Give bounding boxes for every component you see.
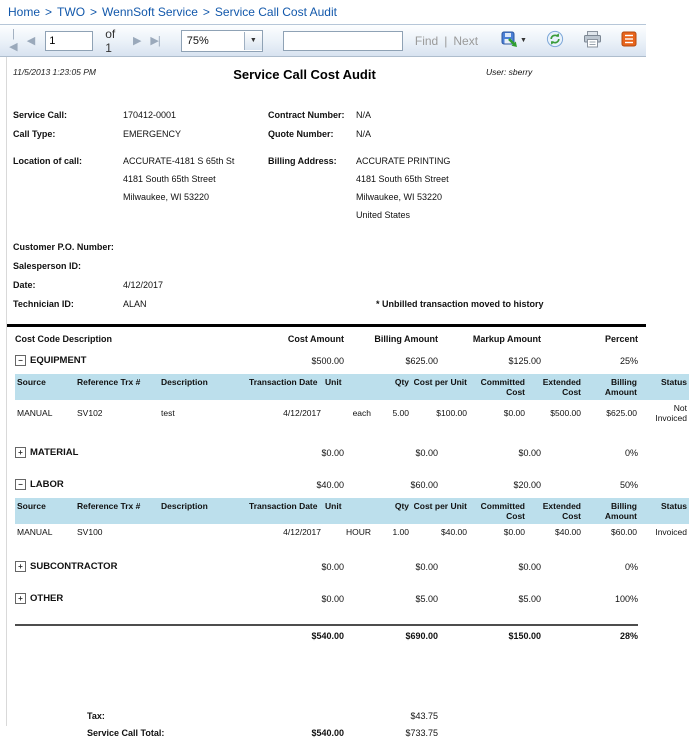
call-info-section bbox=[7, 82, 646, 314]
report-toolbar bbox=[0, 25, 646, 57]
printer-icon bbox=[583, 31, 602, 51]
page-number-input[interactable] bbox=[45, 31, 93, 51]
group-markup-amount: $20.00 bbox=[513, 479, 541, 490]
first-page-icon: |◀ bbox=[9, 28, 17, 53]
zoom-value: 75% bbox=[186, 34, 209, 47]
report-page bbox=[6, 57, 687, 738]
group-cost-amount: $0.00 bbox=[321, 447, 344, 458]
collapse-icon[interactable]: − bbox=[15, 355, 26, 366]
breadcrumb-separator: > bbox=[45, 5, 53, 19]
data-feed-icon bbox=[621, 31, 637, 50]
contract-number-value: N/A bbox=[356, 110, 372, 120]
zoom-select[interactable] bbox=[181, 30, 263, 52]
find-next-controls bbox=[415, 34, 478, 48]
group-cost-amount: $0.00 bbox=[321, 593, 344, 604]
group-percent: 50% bbox=[619, 479, 638, 490]
table-row: MANUAL SV102 test 4/12/2017 each 5.00 $100.00 $0.00 $500.00 $625.00 Not Invoiced bbox=[17, 403, 687, 423]
first-page-button[interactable] bbox=[6, 26, 20, 55]
quote-number-value: N/A bbox=[356, 129, 372, 139]
group-row-material bbox=[15, 442, 638, 464]
expand-icon[interactable]: + bbox=[15, 447, 26, 458]
refresh-icon bbox=[546, 30, 564, 51]
summary-header-row bbox=[15, 327, 638, 350]
service-call-total-billing: $733.75 bbox=[405, 728, 438, 738]
billing-address-label: Billing Address: bbox=[268, 156, 337, 166]
last-page-icon: ▶| bbox=[150, 35, 160, 47]
group-cost-amount: $40.00 bbox=[316, 479, 344, 490]
total-markup-amount: $150.00 bbox=[508, 631, 541, 641]
previous-page-button[interactable] bbox=[24, 32, 37, 49]
chevron-down-icon: ▼ bbox=[520, 37, 527, 44]
report-title: Service Call Cost Audit bbox=[233, 67, 376, 82]
detail-header-row: Source Reference Trx # Description Transaction Date Unit Qty Cost per Unit Committed Cost Extended Cost Billing Amount Status bbox=[15, 498, 689, 524]
cost-breakdown-table bbox=[7, 324, 687, 646]
col-markup-amount: Markup Amount bbox=[472, 334, 541, 344]
location-value: ACCURATE-4181 S 65th St 4181 South 65th Street Milwaukee, WI 53220 bbox=[123, 156, 235, 202]
export-save-icon bbox=[501, 31, 518, 51]
group-name: SUBCONTRACTOR bbox=[30, 561, 118, 572]
group-name: MATERIAL bbox=[30, 447, 79, 458]
service-call-value: 170412-0001 bbox=[123, 110, 177, 120]
breadcrumb-separator: > bbox=[202, 5, 210, 19]
group-name: OTHER bbox=[30, 593, 64, 604]
expand-icon[interactable]: + bbox=[15, 593, 26, 604]
date-value: 4/12/2017 bbox=[123, 280, 164, 290]
technician-id-value: ALAN bbox=[123, 299, 147, 309]
export-data-feed-button[interactable] bbox=[618, 29, 640, 52]
unbilled-note: * Unbilled transaction moved to history bbox=[376, 299, 544, 309]
service-call-total-cost: $540.00 bbox=[311, 728, 344, 738]
call-type-value: EMERGENCY bbox=[123, 129, 182, 139]
salesperson-id-label: Salesperson ID: bbox=[13, 261, 82, 271]
group-billing-amount: $625.00 bbox=[405, 355, 438, 366]
total-billing-amount: $690.00 bbox=[405, 631, 438, 641]
totals-row bbox=[15, 626, 638, 646]
call-type-label: Call Type: bbox=[13, 129, 56, 139]
group-markup-amount: $5.00 bbox=[518, 593, 541, 604]
tax-label: Tax: bbox=[87, 711, 105, 721]
refresh-button[interactable] bbox=[543, 28, 567, 53]
breadcrumb bbox=[0, 0, 646, 25]
date-label: Date: bbox=[13, 280, 36, 290]
breadcrumb-link-two[interactable]: TWO bbox=[57, 5, 86, 19]
group-cost-amount: $0.00 bbox=[321, 561, 344, 572]
find-next-separator: | bbox=[444, 33, 448, 48]
billing-address-value: ACCURATE PRINTING 4181 South 65th Street Milwaukee, WI 53220 United States bbox=[356, 156, 451, 220]
group-row-subcontractor bbox=[15, 556, 638, 578]
chevron-down-icon: ▼ bbox=[244, 32, 262, 50]
export-button[interactable] bbox=[498, 29, 530, 53]
group-percent: 0% bbox=[624, 561, 638, 572]
group-row-labor bbox=[15, 474, 638, 496]
group-billing-amount: $60.00 bbox=[410, 479, 438, 490]
page-count-label: of 1 bbox=[105, 26, 116, 55]
service-call-total-label: Service Call Total: bbox=[87, 728, 165, 738]
col-cost-amount: Cost Amount bbox=[287, 334, 344, 344]
detail-header-row: Source Reference Trx # Description Transaction Date Unit Qty Cost per Unit Committed Cost Extended Cost Billing Amount Status bbox=[15, 374, 689, 400]
table-row: MANUAL SV100 4/12/2017 HOUR 1.00 $40.00 $0.00 $40.00 $60.00 Invoiced bbox=[17, 527, 687, 537]
group-markup-amount: $125.00 bbox=[508, 355, 541, 366]
group-billing-amount: $0.00 bbox=[415, 447, 438, 458]
toolbar-icon-group bbox=[498, 28, 640, 53]
group-name: LABOR bbox=[30, 479, 64, 490]
next-page-icon: ▶ bbox=[132, 35, 141, 47]
previous-page-icon: ◀ bbox=[26, 35, 35, 47]
group-cost-amount: $500.00 bbox=[311, 355, 344, 366]
col-billing-amount: Billing Amount bbox=[374, 334, 438, 344]
total-cost-amount: $540.00 bbox=[311, 631, 344, 641]
collapse-icon[interactable]: − bbox=[15, 479, 26, 490]
group-row-equipment bbox=[15, 350, 638, 372]
breadcrumb-link-service-call-cost-audit[interactable]: Service Call Cost Audit bbox=[214, 5, 337, 19]
group-markup-amount: $0.00 bbox=[518, 447, 541, 458]
report-user: User: sberry bbox=[486, 67, 533, 77]
report-header bbox=[7, 57, 646, 82]
group-percent: 100% bbox=[614, 593, 638, 604]
labor-detail-table bbox=[15, 498, 689, 540]
find-text-input[interactable] bbox=[283, 31, 403, 51]
bottom-totals bbox=[7, 708, 646, 742]
breadcrumb-separator: > bbox=[90, 5, 98, 19]
find-link[interactable]: Find bbox=[414, 33, 439, 48]
technician-id-label: Technician ID: bbox=[13, 299, 74, 309]
next-link[interactable]: Next bbox=[453, 33, 479, 48]
breadcrumb-link-home[interactable]: Home bbox=[8, 5, 41, 19]
breadcrumb-link-wennsoft-service[interactable]: WennSoft Service bbox=[102, 5, 198, 19]
group-percent: 0% bbox=[624, 447, 638, 458]
quote-number-label: Quote Number: bbox=[268, 129, 334, 139]
group-markup-amount: $0.00 bbox=[518, 561, 541, 572]
equipment-detail-table bbox=[15, 374, 689, 426]
service-call-label: Service Call: bbox=[13, 110, 68, 120]
location-label: Location of call: bbox=[13, 156, 83, 166]
total-percent: 28% bbox=[619, 631, 638, 641]
expand-icon[interactable]: + bbox=[15, 561, 26, 572]
generated-timestamp: 11/5/2013 1:23:05 PM bbox=[13, 67, 97, 77]
group-billing-amount: $0.00 bbox=[415, 561, 438, 572]
tax-value: $43.75 bbox=[410, 711, 438, 721]
next-page-button[interactable] bbox=[130, 32, 143, 49]
group-billing-amount: $5.00 bbox=[415, 593, 438, 604]
group-name: EQUIPMENT bbox=[30, 355, 87, 366]
col-cost-code-description: Cost Code Description bbox=[15, 334, 113, 344]
group-row-other bbox=[15, 588, 638, 610]
last-page-button[interactable] bbox=[147, 32, 162, 49]
print-button[interactable] bbox=[580, 29, 605, 53]
group-percent: 25% bbox=[619, 355, 638, 366]
contract-number-label: Contract Number: bbox=[268, 110, 345, 120]
customer-po-label: Customer P.O. Number: bbox=[13, 242, 114, 252]
col-percent: Percent bbox=[604, 334, 638, 344]
